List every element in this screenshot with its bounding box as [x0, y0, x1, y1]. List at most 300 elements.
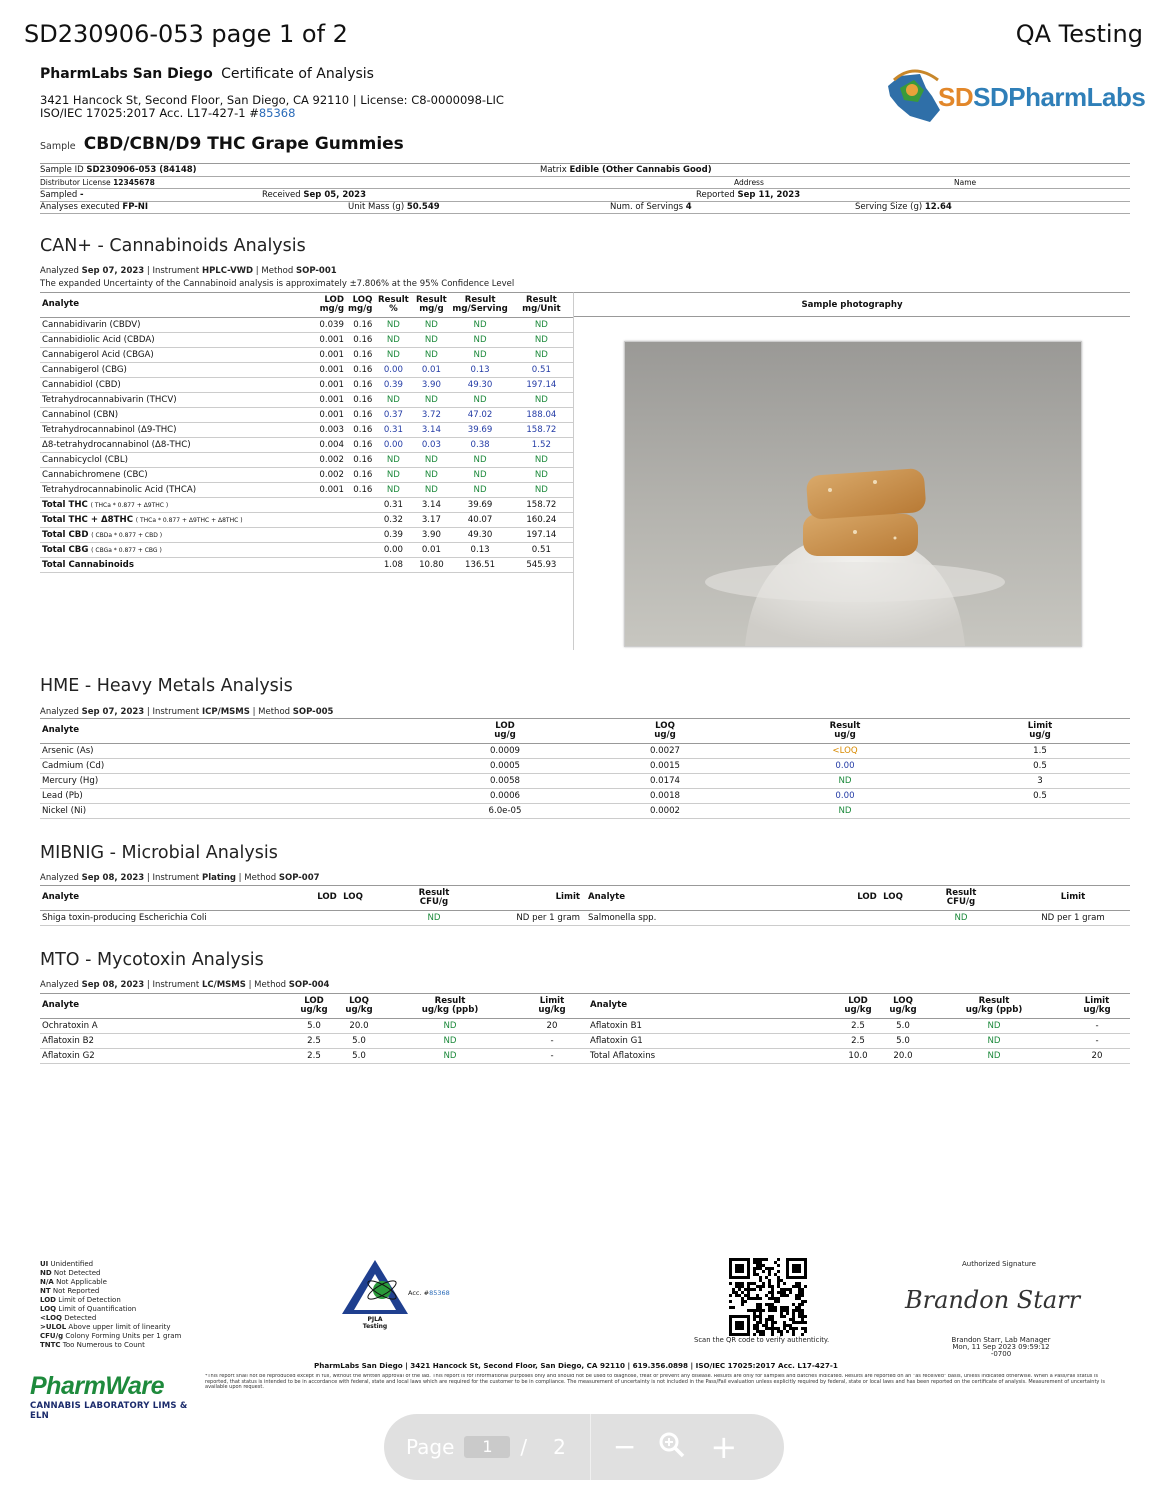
total-name: Total CBG ( CBGa * 0.877 + CBG ): [40, 542, 312, 557]
sample-title: [40, 134, 404, 154]
table-cell: Ochratoxin A: [40, 1018, 290, 1033]
col-limit: Limit: [502, 886, 582, 910]
result-value: 0.39: [374, 377, 412, 392]
result-value: 0.00: [740, 788, 950, 803]
mto-meta: Analyzed Sep 08, 2023 | Instrument LC/MSMS | Method SOP-004: [40, 980, 330, 990]
result-value: 0.00: [374, 437, 412, 452]
result-value: 0.00: [374, 362, 412, 377]
legend-item: N/A Not Applicable: [40, 1278, 107, 1286]
table-row: [40, 467, 573, 482]
document-label: SD230906-053 page 1 of 2: [24, 20, 348, 48]
table-cell: 5.0: [338, 1033, 380, 1048]
result-value: ND: [374, 467, 412, 482]
table-cell: Salmonella spp.: [582, 910, 854, 925]
can-meta: Analyzed Sep 07, 2023 | Instrument HPLC-VWD | Method SOP-001: [40, 266, 337, 276]
iso-text: ISO/IEC 17025:2017 Acc. L17-427-1 #: [40, 106, 259, 120]
table-cell: 2.5: [290, 1048, 338, 1063]
result-value: ND: [374, 452, 412, 467]
footer-disclaimer: *This report shall not be reproduced except in full, without the written approval of the lab. This report is for informational purposes only and should not be used to diagnose, treat or prevent any disease. Results are only for samples and batches indicated. Results are reported on an "as received" basis, unless indicated otherwise. When a Pass/Fail status is reported, that status is intended to be in accordance with federal, state and local laws which are required for the customer to be in compliance. The measurement of uncertainty is not included in the Pass/Fail evaluation unless explicitly required by federal, state or local laws and has been reported on the certificate of analysis. Measurement of uncertainty is available upon request.: [205, 1374, 1105, 1391]
result-value: ND: [374, 482, 412, 497]
col-loq: LOQ: [340, 886, 366, 910]
pjla-label: PJLA: [367, 1316, 383, 1323]
analyte-name: Cannabidivarin (CBDV): [40, 317, 312, 332]
lod-value: 0.0058: [420, 773, 590, 788]
col-limit: Limit: [1016, 886, 1130, 910]
mycotoxin-table: [40, 993, 1130, 1064]
loq-value: 0.16: [346, 392, 374, 407]
hme-meta: Analyzed Sep 07, 2023 | Instrument ICP/MSMS | Method SOP-005: [40, 707, 334, 717]
col-analyte: Analyte: [40, 719, 420, 743]
result-value: 47.02: [450, 407, 509, 422]
result-value: 0.51: [510, 362, 573, 377]
mib-meta: Analyzed Sep 08, 2023 | Instrument Plating | Method SOP-007: [40, 873, 320, 883]
col-lod: LOD ug/kg: [290, 994, 338, 1018]
table-cell: [340, 910, 366, 925]
heavy-metals-table: [40, 718, 1130, 819]
table-cell: Shiga toxin-producing Escherichia Coli: [40, 910, 314, 925]
result-value: 3.72: [412, 407, 450, 422]
result-value: 158.72: [510, 422, 573, 437]
analyte-name: Tetrahydrocannabinol (Δ9-THC): [40, 422, 312, 437]
total-value: 0.01: [412, 542, 450, 557]
signer-name: Brandon Starr, Lab Manager: [951, 1336, 1051, 1344]
lod-value: 0.0005: [420, 758, 590, 773]
table-cell: 5.0: [882, 1033, 924, 1048]
analyte-name: Cannabidiolic Acid (CBDA): [40, 332, 312, 347]
sample-photo: [624, 341, 1082, 647]
table-cell: Aflatoxin B1: [584, 1018, 834, 1033]
total-value: 0.31: [374, 497, 412, 512]
loq-value: 0.16: [346, 437, 374, 452]
table-cell: Aflatoxin G2: [40, 1048, 290, 1063]
loq-value: 0.16: [346, 407, 374, 422]
table-row: [40, 317, 573, 332]
result-value: ND: [740, 773, 950, 788]
table-cell: ND: [380, 1048, 520, 1063]
result-value: ND: [510, 347, 573, 362]
loq-value: 0.0027: [590, 743, 740, 758]
lod-value: 0.001: [312, 392, 346, 407]
total-name: Total CBD ( CBDa * 0.877 + CBD ): [40, 527, 312, 542]
analyte-name: Cannabigerol (CBG): [40, 362, 312, 377]
signature-name-block: [946, 1337, 1056, 1358]
table-row: [40, 1018, 1130, 1033]
table-cell: ND: [906, 910, 1016, 925]
lod-value: 0.0006: [420, 788, 590, 803]
legend-item: ND Not Detected: [40, 1269, 101, 1277]
total-name: Total THC ( THCa * 0.877 + Δ9THC ): [40, 497, 312, 512]
result-value: ND: [412, 317, 450, 332]
result-value: ND: [510, 392, 573, 407]
table-cell: ND: [366, 910, 502, 925]
matrix-value: Edible (Other Cannabis Good): [569, 164, 712, 175]
result-value: 188.04: [510, 407, 573, 422]
col-analyte: Analyte: [40, 886, 314, 910]
result-value: ND: [374, 392, 412, 407]
lod-value: 0.039: [312, 317, 346, 332]
table-cell: ND: [924, 1048, 1064, 1063]
table-cell: [880, 910, 906, 925]
result-value: ND: [412, 332, 450, 347]
sampled-value: -: [79, 189, 84, 200]
table-cell: 20.0: [882, 1048, 924, 1063]
toolbar-divider: [590, 1414, 591, 1480]
legend-item: >ULOL Above upper limit of linearity: [40, 1323, 171, 1331]
qa-testing-label: QA Testing: [1015, 20, 1143, 48]
table-row: [40, 482, 573, 497]
total-value: 3.90: [412, 527, 450, 542]
total-value: 40.07: [450, 512, 509, 527]
sample-name: CBD/CBN/D9 THC Grape Gummies: [83, 134, 404, 154]
signature-date: Mon, 11 Sep 2023 09:59:12 -0700: [952, 1343, 1050, 1358]
pjla-sub: Testing: [362, 1323, 388, 1330]
legend-item: TNTC Too Numerous to Count: [40, 1341, 145, 1349]
table-row: [40, 527, 573, 542]
col-loq: LOQ ug/g: [590, 719, 740, 743]
table-row: [40, 422, 573, 437]
reported-value: Sep 11, 2023: [737, 189, 801, 200]
col-result-unit: Result mg/Unit: [510, 293, 573, 317]
table-cell: -: [1064, 1018, 1130, 1033]
table-cell: 2.5: [834, 1033, 882, 1048]
sample-info-row: Analyses executed FP-NI Unit Mass (g) 50.549 Num. of Servings 4 Serving Size (g) 12.64: [40, 202, 1130, 215]
total-value: 160.24: [510, 512, 573, 527]
table-row: [40, 497, 573, 512]
legend-item: LOD Limit of Detection: [40, 1296, 121, 1304]
analyte-name: Cannabinol (CBN): [40, 407, 312, 422]
page-number-input[interactable]: 1: [464, 1436, 510, 1458]
limit-value: 3: [950, 773, 1130, 788]
coa-title: Certificate of Analysis: [221, 66, 374, 82]
pharmware-sub: CANNABIS LABORATORY LIMS & ELN: [30, 1401, 188, 1421]
limit-value: 1.5: [950, 743, 1130, 758]
total-value: 136.51: [450, 557, 509, 572]
result-value: ND: [740, 803, 950, 818]
table-row: [40, 392, 573, 407]
qr-code-icon[interactable]: [729, 1258, 807, 1336]
table-cell: ND: [924, 1018, 1064, 1033]
table-cell: ND per 1 gram: [502, 910, 582, 925]
result-value: 0.00: [740, 758, 950, 773]
col-result-serving: Result mg/Serving: [450, 293, 509, 317]
col-analyte: Analyte: [40, 293, 312, 317]
analyses-value: FP-NI: [122, 202, 149, 213]
can-section-title: CAN+ - Cannabinoids Analysis: [40, 236, 306, 256]
result-value: ND: [450, 482, 509, 497]
table-cell: 20: [1064, 1048, 1130, 1063]
col-lod: LOD: [314, 886, 340, 910]
lod-value: 0.004: [312, 437, 346, 452]
lab-address-block: [40, 94, 504, 120]
sample-info-row: Sample ID SD230906-053 (84148) Matrix Edible (Other Cannabis Good): [40, 164, 1130, 177]
total-name: Total Cannabinoids: [40, 557, 312, 572]
result-value: ND: [412, 392, 450, 407]
result-value: ND: [510, 467, 573, 482]
analyte-name: Cannabidiol (CBD): [40, 377, 312, 392]
table-row: [40, 1033, 1130, 1048]
legend-item: LOQ Limit of Quantification: [40, 1305, 137, 1313]
loq-value: 0.16: [346, 467, 374, 482]
result-value: 0.31: [374, 422, 412, 437]
zoom-icon[interactable]: [658, 1431, 686, 1463]
analyte-name: Cannabichromene (CBC): [40, 467, 312, 482]
total-value: 0.51: [510, 542, 573, 557]
hme-section-title: HME - Heavy Metals Analysis: [40, 676, 293, 696]
lod-value: 0.0009: [420, 743, 590, 758]
loq-value: 0.16: [346, 422, 374, 437]
col-result: Result CFU/g: [906, 886, 1016, 910]
table-cell: Total Aflatoxins: [584, 1048, 834, 1063]
lod-value: 0.001: [312, 347, 346, 362]
col-limit: Limit ug/kg: [520, 994, 584, 1018]
table-cell: ND per 1 gram: [1016, 910, 1130, 925]
table-row: [40, 512, 573, 527]
page-total: 2: [553, 1435, 566, 1459]
analyte-name: Nickel (Ni): [40, 803, 420, 818]
total-value: 0.39: [374, 527, 412, 542]
legend-item: <LOQ Detected: [40, 1314, 97, 1322]
loq-value: 0.16: [346, 347, 374, 362]
table-cell: [854, 910, 880, 925]
table-cell: ND: [380, 1033, 520, 1048]
analyte-name: Cannabigerol Acid (CBGA): [40, 347, 312, 362]
total-value: 0.32: [374, 512, 412, 527]
table-row: [40, 758, 1130, 773]
qr-caption: Scan the QR code to verify authenticity.: [694, 1336, 830, 1344]
total-value: 3.14: [412, 497, 450, 512]
total-name: Total THC + Δ8THC ( THCa * 0.877 + Δ9THC + Δ8THC ): [40, 512, 312, 527]
result-value: ND: [510, 317, 573, 332]
can-uncertainty: The expanded Uncertainty of the Cannabinoid analysis is approximately ±7.806% at the 95% Confidence Level: [40, 279, 515, 289]
col-result: Result ug/kg (ppb): [380, 994, 520, 1018]
col-loq: LOQ mg/g: [346, 293, 374, 317]
total-value: 197.14: [510, 527, 573, 542]
cannabinoids-table: [40, 292, 573, 573]
loq-value: 0.0174: [590, 773, 740, 788]
total-value: 49.30: [450, 527, 509, 542]
loq-value: 0.16: [346, 317, 374, 332]
result-value: ND: [450, 452, 509, 467]
col-result: Result ug/kg (ppb): [924, 994, 1064, 1018]
table-row: [40, 377, 573, 392]
lod-value: 0.001: [312, 362, 346, 377]
table-cell: Aflatoxin G1: [584, 1033, 834, 1048]
lab-address: 3421 Hancock St, Second Floor, San Diego, CA 92110 | License: C8-0000098-LIC: [40, 93, 504, 107]
col-limit: Limit ug/g: [950, 719, 1130, 743]
result-value: ND: [450, 332, 509, 347]
col-result-mgg: Result mg/g: [412, 293, 450, 317]
limit-value: 0.5: [950, 788, 1130, 803]
result-value: 0.13: [450, 362, 509, 377]
result-value: 49.30: [450, 377, 509, 392]
result-value: ND: [450, 392, 509, 407]
col-result: Result ug/g: [740, 719, 950, 743]
legend-item: UI Unidentified: [40, 1260, 94, 1268]
result-value: 0.38: [450, 437, 509, 452]
lod-value: 0.002: [312, 467, 346, 482]
result-value: ND: [510, 452, 573, 467]
result-value: ND: [412, 467, 450, 482]
pdf-viewer-toolbar: [384, 1414, 784, 1480]
analyte-name: Arsenic (As): [40, 743, 420, 758]
footer-address: PharmLabs San Diego | 3421 Hancock St, Second Floor, San Diego, CA 92110 | 619.356.0898 | ISO/IEC 17025:2017 Acc. L17-427-1: [314, 1361, 838, 1370]
total-value: 0.13: [450, 542, 509, 557]
pjla-logo: Acc. #85368 PJLA Testing: [340, 1258, 470, 1338]
table-cell: ND: [924, 1033, 1064, 1048]
sdpharmlabs-logo: [880, 66, 1146, 126]
total-value: 545.93: [510, 557, 573, 572]
result-value: 3.90: [412, 377, 450, 392]
zoom-in-button[interactable]: +: [710, 1428, 738, 1466]
loq-value: 0.0018: [590, 788, 740, 803]
legend-item: NT Not Reported: [40, 1287, 100, 1295]
table-row: [40, 557, 573, 572]
col-loq: LOQ ug/kg: [882, 994, 924, 1018]
sample-info-row: Sampled - Received Sep 05, 2023 Reported Sep 11, 2023: [40, 189, 1130, 202]
table-row: [40, 788, 1130, 803]
sample-id: SD230906-053 (84148): [86, 164, 197, 175]
lod-value: 0.002: [312, 452, 346, 467]
total-value: 3.17: [412, 512, 450, 527]
limit-value: [950, 803, 1130, 818]
table-cell: 5.0: [882, 1018, 924, 1033]
mib-section-title: MIBNIG - Microbial Analysis: [40, 843, 278, 863]
result-value: 0.37: [374, 407, 412, 422]
col-result: Result CFU/g: [366, 886, 502, 910]
col-lod: LOD: [854, 886, 880, 910]
table-cell: ND: [380, 1018, 520, 1033]
table-cell: [314, 910, 340, 925]
sample-photo-panel: [573, 292, 1130, 650]
mto-section-title: MTO - Mycotoxin Analysis: [40, 950, 264, 970]
table-cell: 2.5: [834, 1018, 882, 1033]
result-value: ND: [374, 347, 412, 362]
col-limit: Limit ug/kg: [1064, 994, 1130, 1018]
result-value: 1.52: [510, 437, 573, 452]
lab-name: PharmLabs San Diego: [40, 66, 213, 82]
result-value: 3.14: [412, 422, 450, 437]
lab-header: [40, 66, 374, 82]
result-value: ND: [412, 482, 450, 497]
table-cell: 5.0: [338, 1048, 380, 1063]
loq-value: 0.16: [346, 332, 374, 347]
address-label: Address: [734, 177, 764, 187]
total-value: 39.69: [450, 497, 509, 512]
table-cell: Aflatoxin B2: [40, 1033, 290, 1048]
col-lod: LOD ug/kg: [834, 994, 882, 1018]
unit-mass-value: 50.549: [406, 202, 440, 213]
col-lod: LOD ug/g: [420, 719, 590, 743]
result-value: ND: [450, 467, 509, 482]
sample-label: Sample: [40, 141, 76, 152]
result-value: ND: [412, 347, 450, 362]
analyte-name: Tetrahydrocannabivarin (THCV): [40, 392, 312, 407]
microbial-table: [40, 885, 1130, 926]
iso-link[interactable]: 85368: [258, 106, 296, 120]
logo-text: SDSDPharmLabs: [938, 82, 1146, 112]
result-value: ND: [510, 332, 573, 347]
result-value: 197.14: [510, 377, 573, 392]
result-value: 0.03: [412, 437, 450, 452]
table-cell: 20.0: [338, 1018, 380, 1033]
table-cell: 20: [520, 1018, 584, 1033]
col-analyte: Analyte: [40, 994, 290, 1018]
serving-size-value: 12.64: [924, 202, 952, 213]
loq-value: 0.16: [346, 452, 374, 467]
table-row: [40, 803, 1130, 818]
col-lod: LOD mg/g: [312, 293, 346, 317]
result-value: ND: [450, 317, 509, 332]
lod-value: 6.0e-05: [420, 803, 590, 818]
loq-value: 0.0002: [590, 803, 740, 818]
analyte-name: Δ8-tetrahydrocannabinol (Δ8-THC): [40, 437, 312, 452]
col-loq: LOQ ug/kg: [338, 994, 380, 1018]
loq-value: 0.16: [346, 482, 374, 497]
result-value: 39.69: [450, 422, 509, 437]
table-cell: 2.5: [290, 1033, 338, 1048]
servings-value: 4: [685, 202, 692, 213]
table-cell: 10.0: [834, 1048, 882, 1063]
table-row: [40, 452, 573, 467]
total-value: 158.72: [510, 497, 573, 512]
table-row: [40, 773, 1130, 788]
col-result-pct: Result %: [374, 293, 412, 317]
lab-iso: [40, 107, 504, 120]
total-value: 10.80: [412, 557, 450, 572]
analyte-name: Mercury (Hg): [40, 773, 420, 788]
col-analyte: Analyte: [584, 994, 834, 1018]
table-cell: -: [520, 1033, 584, 1048]
pharmware-logo: [30, 1372, 190, 1421]
table-cell: 5.0: [290, 1018, 338, 1033]
legend-item: CFU/g Colony Forming Units per 1 gram: [40, 1332, 182, 1340]
table-row: [40, 1048, 1130, 1063]
pjla-triangle-icon: [340, 1258, 410, 1318]
limit-value: 0.5: [950, 758, 1130, 773]
col-loq: LOQ: [880, 886, 906, 910]
analyte-name: Tetrahydrocannabinolic Acid (THCA): [40, 482, 312, 497]
total-value: 1.08: [374, 557, 412, 572]
analyte-name: Cadmium (Cd): [40, 758, 420, 773]
table-row: [40, 362, 573, 377]
loq-value: 0.0015: [590, 758, 740, 773]
zoom-out-button[interactable]: −: [612, 1430, 637, 1463]
table-row: [40, 542, 573, 557]
loq-value: 0.16: [346, 362, 374, 377]
total-value: 0.00: [374, 542, 412, 557]
distributor-license: 12345678: [113, 177, 155, 187]
analyte-name: Lead (Pb): [40, 788, 420, 803]
result-value: ND: [412, 452, 450, 467]
col-analyte: Analyte: [582, 886, 854, 910]
result-value: ND: [374, 332, 412, 347]
table-row: [40, 437, 573, 452]
table-cell: -: [1064, 1033, 1130, 1048]
pharmware-name: PharmWare: [30, 1372, 164, 1400]
sample-info-table: [40, 163, 1130, 214]
name-label: Name: [954, 177, 977, 187]
result-value: ND: [510, 482, 573, 497]
lod-value: 0.001: [312, 332, 346, 347]
result-value: ND: [450, 347, 509, 362]
loq-value: 0.16: [346, 377, 374, 392]
sample-info-row: Distributor License 12345678 Address Name: [40, 177, 1130, 190]
pjla-acc-number: 85368: [429, 1289, 450, 1297]
lod-value: 0.001: [312, 482, 346, 497]
abbreviation-legend: [40, 1260, 181, 1350]
analyte-name: Cannabicyclol (CBL): [40, 452, 312, 467]
lod-value: 0.001: [312, 407, 346, 422]
